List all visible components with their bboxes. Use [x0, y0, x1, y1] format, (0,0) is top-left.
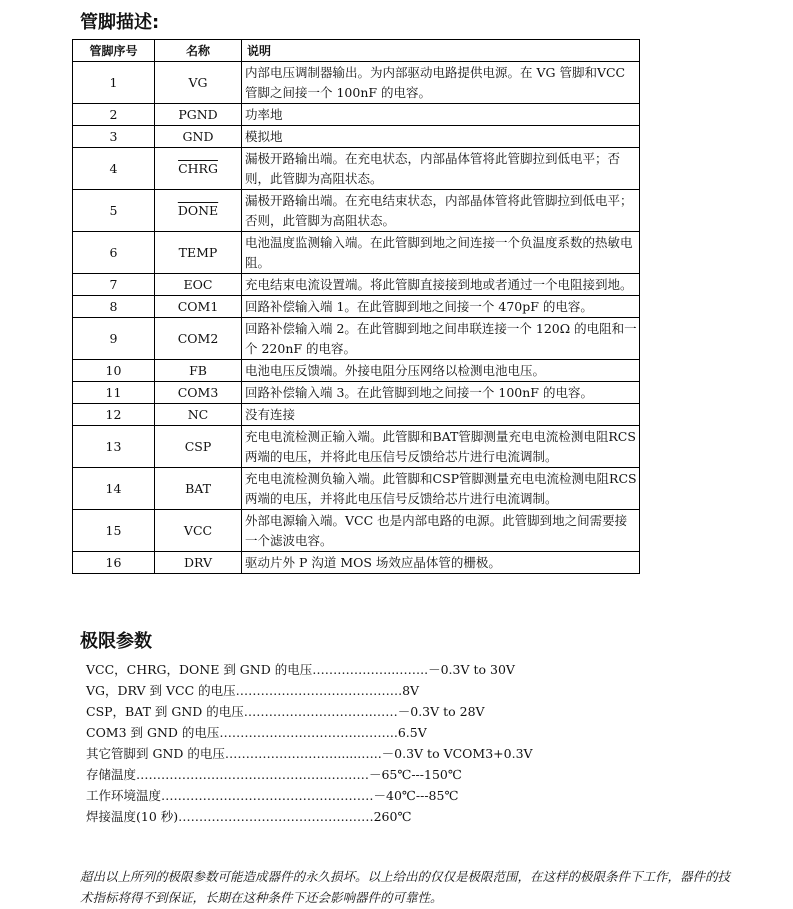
- pin-number-cell-text: 9: [109, 330, 118, 346]
- pin-number-cell-text: 3: [109, 128, 118, 144]
- pin-description-table: [72, 39, 640, 574]
- pin-number-cell-text: 11: [105, 384, 122, 400]
- table-row: [73, 296, 640, 318]
- pin-number-cell-text: 12: [105, 406, 122, 422]
- rating-item: 其它管脚到 GND 的电压………………………......…..－0.3V to VCOM3+0.3V: [86, 746, 533, 761]
- pin-name-cell-text: VCC: [183, 522, 213, 538]
- pin-number-cell-text: 1: [109, 74, 118, 90]
- pin-description-cell: [242, 360, 640, 382]
- rating-item: CSP，BAT 到 GND 的电压………………………….……－0.3V to 28V: [86, 704, 485, 719]
- pin-name-cell: [155, 190, 242, 232]
- pin-number-cell: [73, 232, 155, 274]
- pin-number-cell: [73, 148, 155, 190]
- pin-name-cell-text: DRV: [183, 554, 212, 570]
- pin-number-cell-text: 14: [105, 480, 122, 496]
- pin-description-cell: [242, 510, 640, 552]
- pin-description-cell-text: 回路补偿输入端 2。在此管脚到地之间串联连接一个 120Ω 的电阻和一个 220nF 的电容。: [245, 321, 637, 356]
- header-description: 说明: [242, 40, 640, 62]
- pin-number-cell: [73, 360, 155, 382]
- pin-name-cell: [155, 232, 242, 274]
- pin-description-cell: [242, 296, 640, 318]
- pin-name-cell-text: COM1: [177, 298, 219, 314]
- pin-number-cell-text: 7: [109, 276, 118, 292]
- pin-number-cell-text: 16: [105, 554, 122, 570]
- pin-name-cell: [155, 552, 242, 574]
- pin-name-cell-text: EOC: [183, 276, 213, 292]
- table-row: [73, 62, 640, 104]
- pin-name-cell: [155, 274, 242, 296]
- pin-description-cell: [242, 552, 640, 574]
- pin-name-cell: [155, 468, 242, 510]
- rating-item: 焊接温度(10 秒)…………………………………..……260℃: [86, 809, 412, 824]
- table-row: [73, 404, 640, 426]
- pin-description-cell-text: 回路补偿输入端 1。在此管脚到地之间接一个 470pF 的电容。: [245, 299, 593, 314]
- pin-number-cell-text: 13: [105, 438, 122, 454]
- header-pin-number: 管脚序号: [73, 40, 155, 62]
- pin-number-cell: [73, 426, 155, 468]
- table-row: [73, 274, 640, 296]
- pin-name-cell-text: COM3: [177, 384, 219, 400]
- pin-name-cell: [155, 426, 242, 468]
- pin-number-cell: [73, 296, 155, 318]
- pin-number-cell: [73, 552, 155, 574]
- pin-number-cell: [73, 274, 155, 296]
- table-row: [73, 426, 640, 468]
- pin-number-cell: [73, 318, 155, 360]
- footer-note: 超出以上所列的极限参数可能造成器件的永久损坏。以上给出的仅仅是极限范围，在这样的极限条件下工作，器件的技术指标将得不到保证，长期在这种条件下还会影响器件的可靠性。: [80, 869, 731, 905]
- pin-name-cell-text: CHRG: [178, 160, 218, 176]
- pin-description-cell: [242, 468, 640, 510]
- pin-description-cell-text: 回路补偿输入端 3。在此管脚到地之间接一个 100nF 的电容。: [245, 385, 593, 400]
- table-row: [73, 468, 640, 510]
- pin-name-cell-text: COM2: [177, 330, 219, 346]
- pin-name-cell: [155, 404, 242, 426]
- pin-description-title: 管脚描述:: [80, 12, 160, 33]
- pin-name-cell: [155, 510, 242, 552]
- pin-name-cell-text: PGND: [178, 106, 218, 122]
- pin-number-cell: [73, 510, 155, 552]
- rating-item: 工作环境温度……………………………………………－40℃---85℃: [86, 788, 459, 803]
- table-row: [73, 190, 640, 232]
- pin-description-cell: [242, 404, 640, 426]
- pin-description-cell-text: 电池温度监测输入端。在此管脚到地之间连接一个负温度系数的热敏电阻。: [245, 235, 633, 270]
- header-pin-name: 名称: [155, 40, 242, 62]
- rating-item: VCC，CHRG，DONE 到 GND 的电压………………..……..－0.3V to 30V: [86, 662, 515, 677]
- pin-number-cell-text: 15: [105, 522, 122, 538]
- pin-name-cell-text: DONE: [177, 202, 219, 218]
- pin-description-cell-text: 漏极开路输出端。在充电状态，内部晶体管将此管脚拉到低电平；否则，此管脚为高阻状态。: [245, 151, 621, 186]
- pin-number-cell-text: 6: [109, 244, 118, 260]
- pin-number-cell: [73, 382, 155, 404]
- absolute-max-list: [86, 659, 533, 827]
- table-row: [73, 148, 640, 190]
- pin-description-cell: [242, 232, 640, 274]
- pin-description-cell: [242, 318, 640, 360]
- rating-item: COM3 到 GND 的电压……………………………..……..6.5V: [86, 725, 427, 740]
- pin-description-cell: [242, 126, 640, 148]
- pin-description-cell: [242, 190, 640, 232]
- table-row: [73, 126, 640, 148]
- pin-description-cell-text: 充电结束电流设置端。将此管脚直接接到地或者通过一个电阻接到地。: [245, 277, 633, 292]
- pin-description-cell: [242, 148, 640, 190]
- pin-number-cell: [73, 404, 155, 426]
- table-row: [73, 232, 640, 274]
- pin-number-cell: [73, 126, 155, 148]
- pin-description-cell: [242, 62, 640, 104]
- pin-number-cell-text: 5: [109, 202, 118, 218]
- pin-name-cell: [155, 148, 242, 190]
- pin-name-cell: [155, 62, 242, 104]
- pin-description-cell-text: 驱动片外 P 沟道 MOS 场效应晶体管的栅极。: [245, 555, 501, 570]
- pin-name-cell: [155, 126, 242, 148]
- pin-description-cell-text: 没有连接: [245, 407, 296, 422]
- table-row: [73, 510, 640, 552]
- pin-description-cell-text: 内部电压调制器输出。为内部驱动电路提供电源。在 VG 管脚和VCC 管脚之间接一个 100nF 的电容。: [245, 65, 626, 100]
- rating-item: VG，DRV 到 VCC 的电压………………………………….8V: [86, 683, 420, 698]
- pin-description-cell-text: 模拟地: [245, 129, 283, 144]
- pin-name-cell-text: NC: [187, 406, 209, 422]
- pin-name-cell-text: VG: [188, 74, 208, 90]
- pin-description-cell: [242, 104, 640, 126]
- pin-number-cell-text: 4: [109, 160, 118, 176]
- pin-number-cell: [73, 104, 155, 126]
- absolute-max-title: 极限参数: [80, 631, 152, 652]
- pin-number-cell: [73, 62, 155, 104]
- table-row: [73, 360, 640, 382]
- pin-name-cell-text: GND: [182, 128, 214, 144]
- pin-description-cell: [242, 382, 640, 404]
- pin-name-cell-text: TEMP: [178, 244, 218, 260]
- pin-name-cell: [155, 104, 242, 126]
- pin-description-cell-text: 功率地: [245, 107, 283, 122]
- pin-description-cell: [242, 426, 640, 468]
- pin-description-cell-text: 漏极开路输出端。在充电结束状态，内部晶体管将此管脚拉到低电平；否则，此管脚为高阻状态。: [245, 193, 633, 228]
- pin-number-cell-text: 8: [109, 298, 118, 314]
- pin-description-cell-text: 充电电流检测负输入端。此管脚和CSP管脚测量充电电流检测电阻RCS两端的电压，并将此电压信号反馈给芯片进行电流调制。: [245, 471, 637, 506]
- pin-description-cell: [242, 274, 640, 296]
- pin-name-cell-text: FB: [189, 362, 207, 378]
- pin-name-cell: [155, 318, 242, 360]
- pin-number-cell: [73, 468, 155, 510]
- table-row: [73, 382, 640, 404]
- pin-name-cell-text: BAT: [185, 480, 211, 496]
- pin-number-cell: [73, 190, 155, 232]
- rating-item: 存储温度………………………………………..………－65℃---150℃: [86, 767, 462, 782]
- pin-number-cell-text: 2: [109, 106, 118, 122]
- pin-description-cell-text: 外部电源输入端。VCC 也是内部电路的电源。此管脚到地之间需要接一个滤波电容。: [245, 513, 628, 548]
- table-row: [73, 552, 640, 574]
- pin-name-cell: [155, 382, 242, 404]
- pin-name-cell-text: CSP: [184, 438, 212, 454]
- pin-name-cell: [155, 296, 242, 318]
- pin-description-cell-text: 充电电流检测正输入端。此管脚和BAT管脚测量充电电流检测电阻RCS两端的电压，并将此电压信号反馈给芯片进行电流调制。: [245, 429, 636, 464]
- table-header-row: [73, 40, 640, 62]
- table-row: [73, 104, 640, 126]
- table-row: [73, 318, 640, 360]
- pin-description-cell-text: 电池电压反馈端。外接电阻分压网络以检测电池电压。: [245, 363, 546, 378]
- pin-name-cell: [155, 360, 242, 382]
- pin-number-cell-text: 10: [105, 362, 122, 378]
